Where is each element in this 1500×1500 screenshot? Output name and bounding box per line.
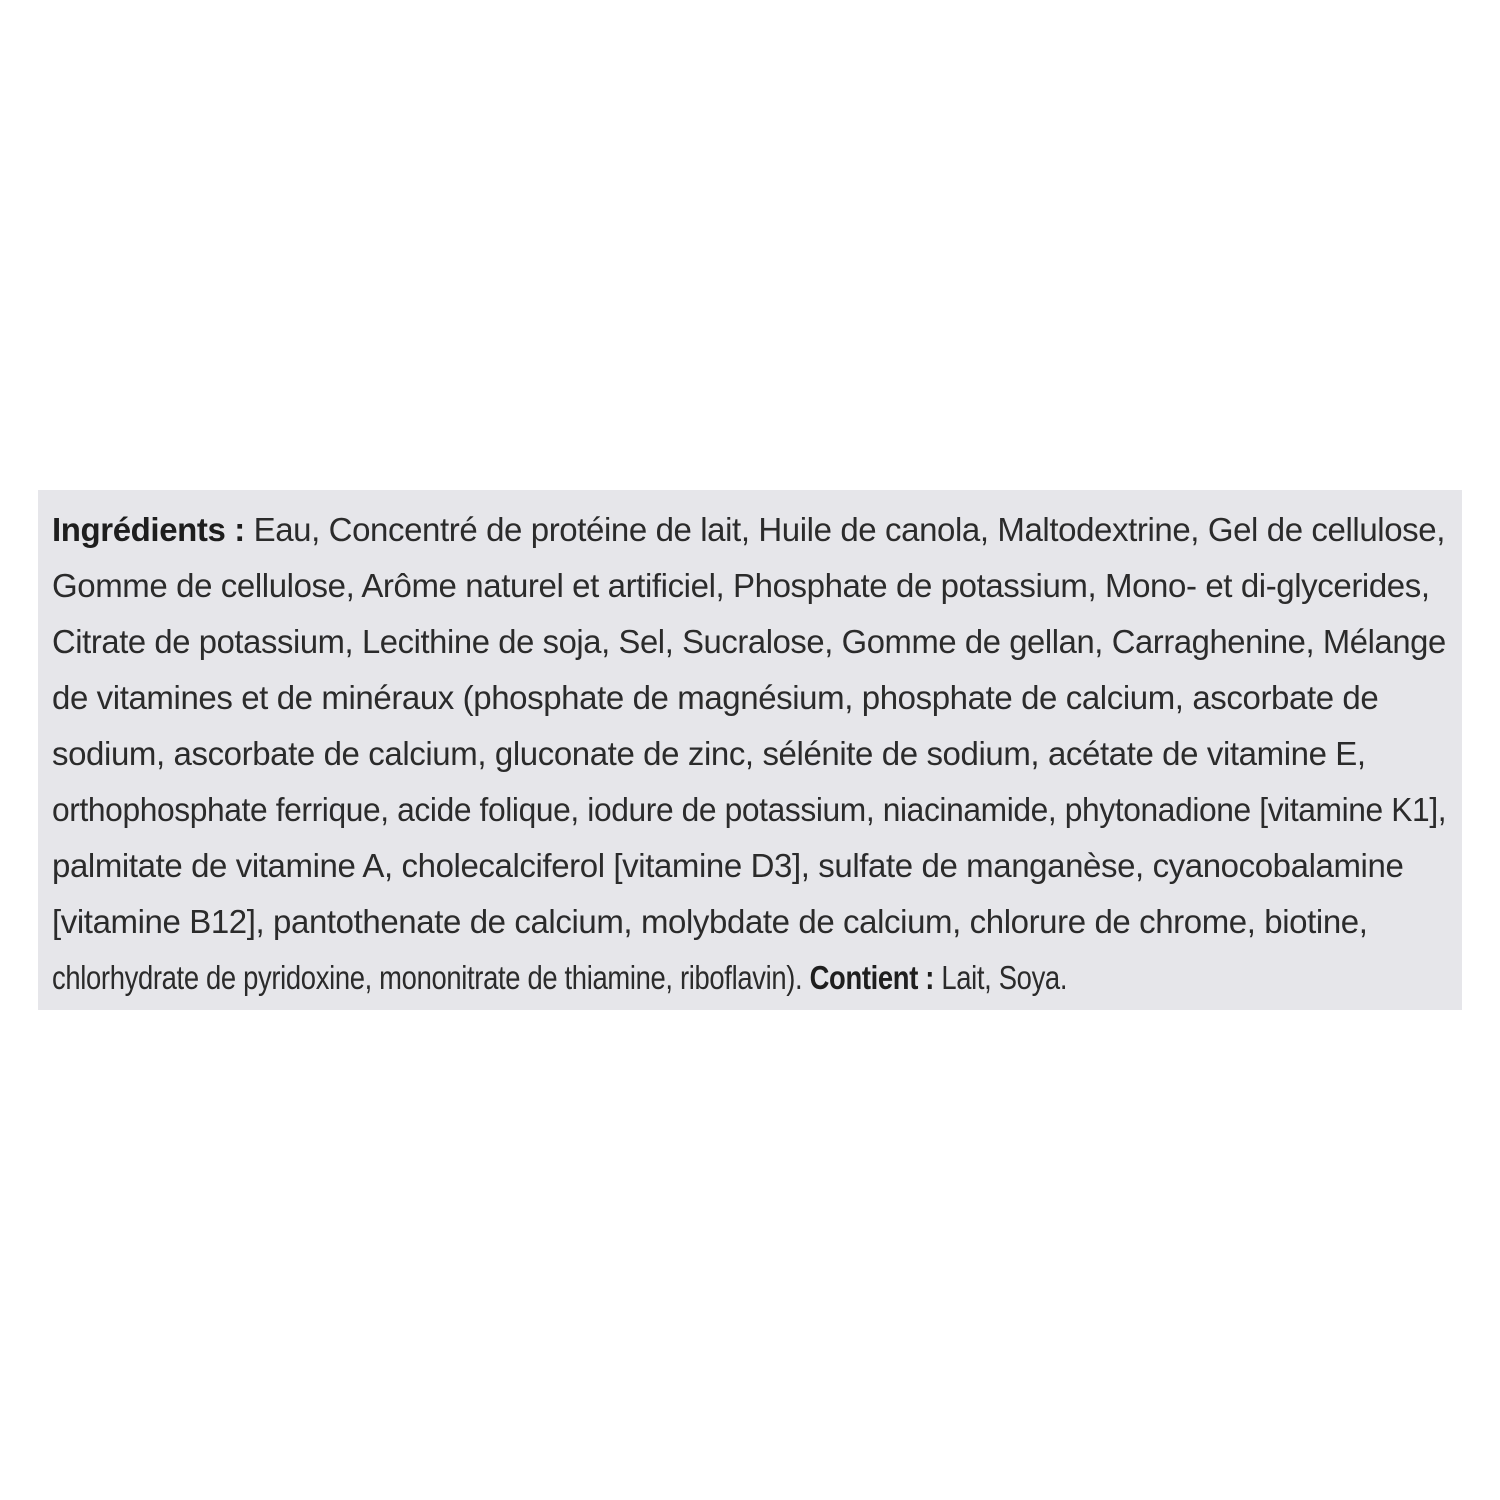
ingredients-line-3 [52,614,1446,670]
ingredients-line-5 [52,726,1366,782]
ingredients-text: [vitamine B12], pantothenate de calcium, molybdate de calcium, chlorure de chrome, biotine, [52,903,1368,940]
ingredients-text: orthophosphate ferrique, acide folique, iodure de potassium, niacinamide, phytonadione [vitamine K1], [52,791,1447,828]
ingredients-text: Gomme de cellulose, Arôme naturel et artificiel, Phosphate de potassium, Mono- et di-glycerides, [52,567,1430,604]
ingredients-text: chlorhydrate de pyridoxine, mononitrate de thiamine, riboflavin). [52,959,803,996]
ingredients-text: Eau, Concentré de protéine de lait, Huile de canola, Maltodextrine, Gel de cellulose, [244,511,1445,548]
ingredients-line-1 [52,502,1445,558]
ingredients-line-8 [52,894,1368,950]
contains-heading: Contient : [802,959,935,996]
ingredients-line-6 [52,782,1446,838]
ingredients-line-4 [52,670,1378,726]
ingredients-heading: Ingrédients : [52,511,245,548]
ingredients-line-9 [52,950,1067,1006]
ingredients-panel [38,490,1462,1010]
ingredients-line-7 [52,838,1403,894]
ingredients-text: Citrate de potassium, Lecithine de soja, Sel, Sucralose, Gomme de gellan, Carraghenine, Mélange [52,623,1446,660]
ingredients-text: sodium, ascorbate de calcium, gluconate de zinc, sélénite de sodium, acétate de vitamine E, [52,735,1366,772]
ingredients-text: palmitate de vitamine A, cholecalciferol [vitamine D3], sulfate de manganèse, cyanocobalamine [52,847,1404,884]
ingredients-text: de vitamines et de minéraux (phosphate de magnésium, phosphate de calcium, ascorbate de [52,679,1379,716]
ingredients-line-2 [52,558,1430,614]
contains-text: Lait, Soya. [934,959,1068,996]
